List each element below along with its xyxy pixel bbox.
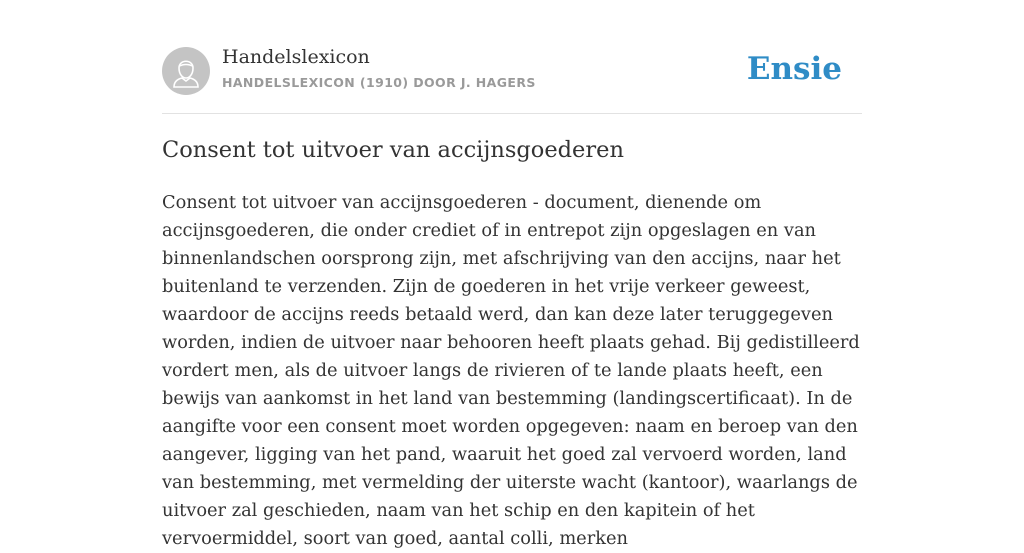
source-header	[162, 46, 862, 96]
entry-body: Consent tot uitvoer van accijnsgoederen - document, dienende om accijnsgoederen, die onder crediet of in entrepot zijn opgeslagen en van binnenlandschen oorsprong zijn, met afschrijving van den accijns, naar het buitenland te verzenden. Zijn de goederen in het vrije verkeer geweest, waardoor de accijns reeds betaald werd, dan kan deze later teruggegeven worden, indien de uitvoer naar behooren heeft plaats gehad. Bij gedistilleerd vordert men, als de uitvoer langs de rivieren of te lande plaats heeft, een bewijs van aankomst in het land van bestemming (landingscertificaat). In de aangifte voor een consent moet worden opgegeven: naam en beroep van den aangever, ligging van het pand, waaruit het goed zal vervoerd worden, land van bestemming, met vermelding der uiterste wacht (kantoor), waarlangs de uitvoer zal geschieden, naam van het schip en den kapitein of het vervoermiddel, soort van goed, aantal colli, merken	[162, 192, 860, 549]
source-title[interactable]: Handelslexicon	[222, 46, 370, 68]
entry-title: Consent tot uitvoer van accijnsgoederen	[162, 137, 624, 163]
brand-logo[interactable]: Ensie	[746, 51, 842, 87]
user-avatar-icon[interactable]	[162, 47, 210, 95]
header-divider	[162, 113, 862, 114]
source-subtitle: HANDELSLEXICON (1910) DOOR J. HAGERS	[222, 75, 536, 90]
